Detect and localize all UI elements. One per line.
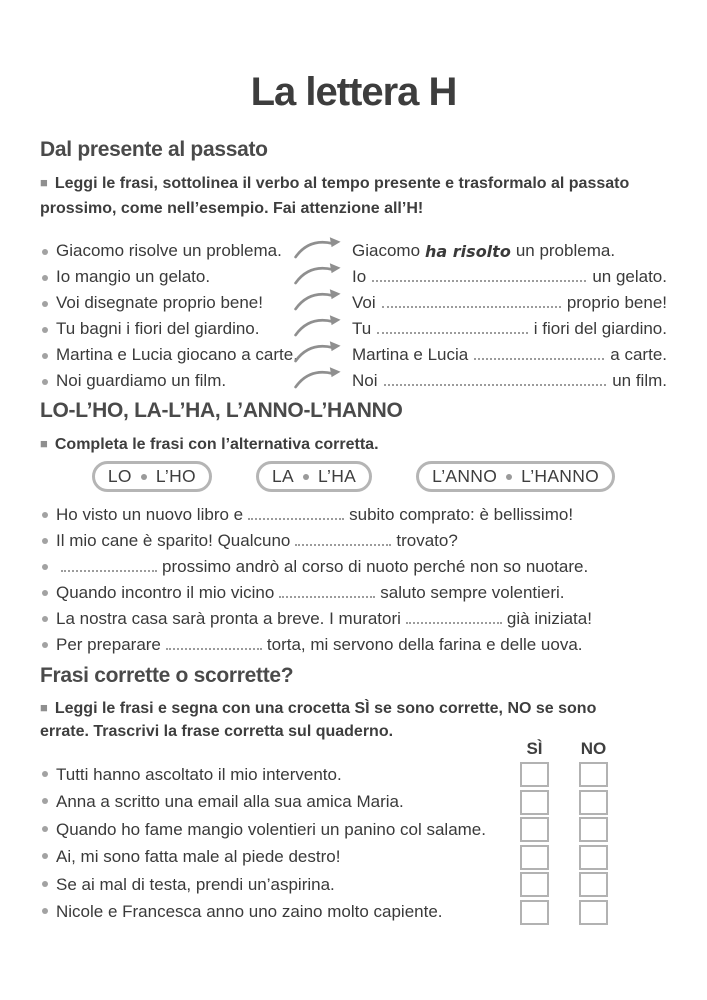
sentence-prefix: La nostra casa sarà pronta a breve. I muratori: [56, 609, 401, 628]
fill-in-sentence: [40, 580, 667, 606]
transform-row: [40, 235, 667, 261]
square-bullet-icon: ■: [40, 175, 48, 190]
bullet-icon: [42, 275, 48, 281]
answer-prefix: Giacomo: [352, 241, 421, 260]
fill-in-sentence: [40, 528, 667, 554]
section3-instruction-text: Leggi le frasi e segna con una crocetta SÌ se sono corrette, NO se sono errate. Trascrivi la frase corretta sul quaderno.: [40, 700, 597, 740]
bullet-icon: [42, 908, 48, 914]
fill-in-sentence: [40, 502, 667, 528]
pill-option: LA: [271, 466, 294, 486]
transform-row: [40, 287, 667, 313]
sentence-suffix: già iniziata!: [506, 609, 592, 628]
true-false-row: [40, 816, 667, 844]
sentence-text: Ai, mi sono fatta male al piede destro!: [56, 847, 341, 867]
bullet-icon: [42, 642, 48, 648]
option-pills: [40, 461, 667, 492]
dot-separator-icon: [506, 474, 512, 480]
transform-row: [40, 339, 667, 365]
transform-exercise: [40, 235, 667, 391]
section-frasi-corrette: [40, 664, 667, 926]
section3-instruction: [40, 696, 645, 743]
pill-option: L’HA: [317, 466, 357, 486]
bullet-icon: [42, 564, 48, 570]
bullet-icon: [42, 881, 48, 887]
answer-suffix: un problema.: [515, 241, 616, 260]
present-sentence: Voi disegnate proprio bene!: [56, 293, 263, 312]
answer-suffix: i fiori del giardino.: [533, 319, 667, 338]
pill-lo-lho: [92, 461, 212, 492]
sentence-text: Se ai mal di testa, prendi un’aspirina.: [56, 874, 335, 894]
sentence-prefix: Quando incontro il mio vicino: [56, 583, 275, 602]
answer-prefix: Tu: [352, 319, 372, 338]
checkbox-no[interactable]: [579, 762, 608, 787]
checkbox-si[interactable]: [520, 845, 549, 870]
blank-line[interactable]: [166, 645, 262, 650]
example-answer-bold: ha risolto: [425, 242, 511, 261]
answer-suffix: proprio bene!: [566, 293, 667, 312]
dot-separator-icon: [141, 474, 147, 480]
fill-in-sentence: [40, 632, 667, 658]
pill-la-lha: [256, 461, 372, 492]
bullet-icon: [42, 771, 48, 777]
pill-option: LO: [107, 466, 132, 486]
blank-line[interactable]: [474, 358, 604, 360]
fill-in-exercise: [40, 502, 667, 658]
sentence-text: Nicole e Francesca anno uno zaino molto capiente.: [56, 902, 443, 922]
answer-prefix: Io: [352, 267, 367, 286]
checkbox-no[interactable]: [579, 900, 608, 925]
sentence-suffix: torta, mi servono della farina e delle uova.: [266, 635, 583, 654]
checkbox-no[interactable]: [579, 845, 608, 870]
blank-line[interactable]: [382, 306, 561, 308]
present-sentence: Noi guardiamo un film.: [56, 371, 227, 390]
sentence-suffix: saluto sempre volentieri.: [380, 583, 565, 602]
present-sentence: Martina e Lucia giocano a carte.: [56, 345, 298, 364]
section3-heading: Frasi corrette o scorrette?: [40, 664, 294, 687]
square-bullet-icon: ■: [40, 700, 48, 715]
transform-row: [40, 261, 667, 287]
true-false-row: [40, 871, 667, 899]
page-title: La lettera H: [250, 70, 457, 114]
bullet-icon: [42, 512, 48, 518]
bullet-icon: [42, 249, 48, 255]
bullet-icon: [42, 590, 48, 596]
bullet-icon: [42, 853, 48, 859]
blank-line[interactable]: [248, 515, 344, 520]
pill-lanno-lhanno: [416, 461, 615, 492]
answer-prefix: Noi: [352, 371, 378, 390]
section1-heading: Dal presente al passato: [40, 138, 268, 161]
bullet-icon: [42, 538, 48, 544]
checkbox-si[interactable]: [520, 817, 549, 842]
blank-line[interactable]: [295, 541, 391, 546]
blank-line[interactable]: [377, 332, 528, 334]
curved-arrow-icon: [292, 262, 352, 287]
sentence-suffix: prossimo andrò al corso di nuoto perché non so nuotare.: [162, 557, 589, 576]
section-lo-lho: [40, 399, 667, 658]
curved-arrow-icon: [292, 340, 352, 365]
section2-instruction-text: Completa le frasi con l’alternativa corretta.: [54, 436, 379, 453]
section-dal-presente-al-passato: [40, 138, 667, 391]
checkbox-no[interactable]: [579, 872, 608, 897]
checkbox-si[interactable]: [520, 900, 549, 925]
column-header-si: SÌ: [526, 739, 543, 758]
bullet-icon: [42, 353, 48, 359]
bullet-icon: [42, 798, 48, 804]
square-bullet-icon: ■: [40, 436, 48, 451]
blank-line[interactable]: [61, 567, 157, 572]
true-false-row: [40, 761, 667, 789]
true-false-row: [40, 899, 667, 927]
sentence-suffix: trovato?: [396, 531, 458, 550]
sentence-prefix: Il mio cane è sparito! Qualcuno: [56, 531, 291, 550]
bullet-icon: [42, 379, 48, 385]
checkbox-si[interactable]: [520, 872, 549, 897]
blank-line[interactable]: [406, 619, 502, 624]
section2-heading: LO-L’HO, LA-L’HA, L’ANNO-L’HANNO: [40, 399, 403, 422]
sentence-suffix: subito comprato: è bellissimo!: [349, 505, 574, 524]
section1-instruction: [40, 170, 665, 221]
fill-in-sentence: [40, 606, 667, 632]
bullet-icon: [42, 616, 48, 622]
present-sentence: Giacomo risolve un problema.: [56, 241, 282, 260]
answer-prefix: Martina e Lucia: [352, 345, 469, 364]
pill-option: L’HANNO: [521, 466, 600, 486]
transform-row: [40, 365, 667, 391]
true-false-row: [40, 789, 667, 817]
sentence-text: Quando ho fame mangio volentieri un panino col salame.: [56, 819, 486, 839]
dot-separator-icon: [303, 474, 309, 480]
fill-in-sentence: [40, 554, 667, 580]
answer-suffix: un film.: [612, 371, 667, 390]
section1-instruction-text: Leggi le frasi, sottolinea il verbo al tempo presente e trasformalo al passato prossimo, come nell’esempio. Fai attenzione all’H!: [40, 175, 630, 217]
present-sentence: Io mangio un gelato.: [56, 267, 211, 286]
sentence-prefix: Ho visto un nuovo libro e: [56, 505, 244, 524]
pill-option: L’HO: [155, 466, 196, 486]
answer-prefix: Voi: [352, 293, 376, 312]
pill-option: L’ANNO: [432, 466, 498, 486]
curved-arrow-icon: [292, 314, 352, 339]
checkbox-no[interactable]: [579, 790, 608, 815]
checkbox-si[interactable]: [520, 762, 549, 787]
present-sentence: Tu bagni i fiori del giardino.: [56, 319, 260, 338]
blank-line[interactable]: [279, 593, 375, 598]
true-false-exercise: [40, 761, 667, 926]
answer-suffix: un gelato.: [592, 267, 667, 286]
checkbox-si[interactable]: [520, 790, 549, 815]
curved-arrow-icon: [292, 236, 352, 261]
sentence-text: Tutti hanno ascoltato il mio intervento.: [56, 764, 342, 784]
curved-arrow-icon: [292, 366, 352, 391]
checkbox-no[interactable]: [579, 817, 608, 842]
bullet-icon: [42, 327, 48, 333]
sentence-text: Anna a scritto una email alla sua amica Maria.: [56, 792, 404, 812]
bullet-icon: [42, 826, 48, 832]
section2-instruction: [40, 431, 665, 457]
answer-suffix: a carte.: [610, 345, 667, 364]
bullet-icon: [42, 301, 48, 307]
curved-arrow-icon: [292, 288, 352, 313]
blank-line[interactable]: [372, 280, 586, 282]
column-header-no: NO: [580, 739, 607, 758]
transform-row: [40, 313, 667, 339]
sentence-prefix: Per preparare: [56, 635, 161, 654]
true-false-row: [40, 844, 667, 872]
blank-line[interactable]: [384, 384, 607, 386]
